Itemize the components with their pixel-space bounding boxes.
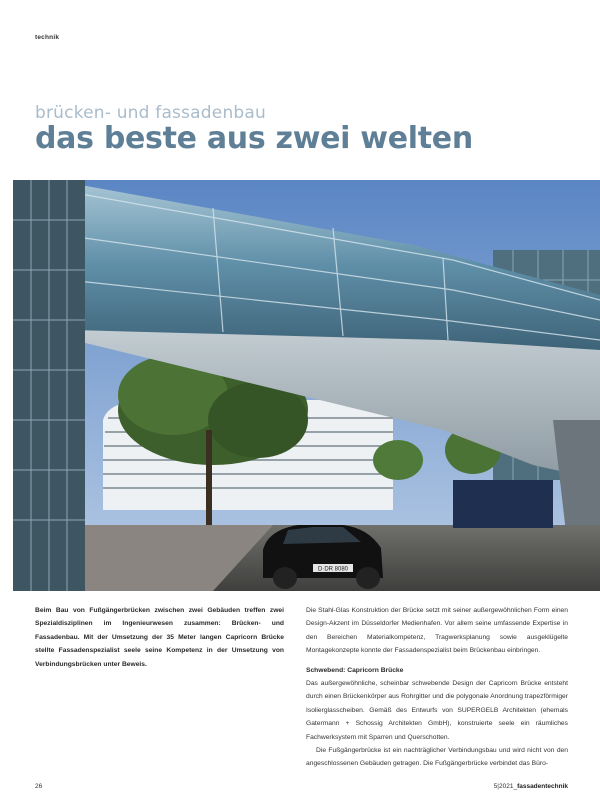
section-tag: technik bbox=[35, 34, 60, 41]
body-paragraph-1: Die Stahl-Glas Konstruktion der Brücke setzt mit seiner außergewöhnlichen Form einen Design-Akzent im Düsseldorfer Medienhafen. Vor allem seine umfassende Expertise in den Bereichen Materialkompetenz, Tragwerksplanung sowie ausgeklügelte Montagekonzepte konnte der Fassadenspezialist beim Brückenbau einbringen. bbox=[306, 607, 568, 655]
article-kicker: brücken- und fassadenbau bbox=[35, 103, 266, 123]
footer-magazine-name: fassadentechnik bbox=[517, 783, 568, 790]
body-subheading: Schwebend: Capricorn Brücke bbox=[306, 666, 404, 674]
body-paragraph-3: Die Fußgängerbrücke ist ein nachträglicher Verbindungsbau und wird nicht von den angeschlossenen Gebäuden getragen. Die Fußgängerbrücke verbindet das Büro- bbox=[306, 747, 568, 768]
page-number: 26 bbox=[35, 783, 43, 790]
body-paragraph-2: Das außergewöhnliche, scheinbar schwebende Design der Capricorn Brücke entsteht durch einen Brückenkörper aus Rohrgitter und die polygonale Anordnung trapezförmiger Isolierglasscheiben. Gemäß des Entwurfs von SUPERGELB Architekten (ehemals Gatermann + Schossig Architekten GmbH), konstruierte seele ein räumliches Fachwerksystem mit Sparren und Querschotten. bbox=[306, 680, 568, 741]
intro-column bbox=[35, 604, 284, 671]
bridge-photo bbox=[13, 180, 600, 591]
body-column bbox=[306, 604, 568, 771]
intro-paragraph: Beim Bau von Fußgängerbrücken zwischen zwei Gebäuden treffen zwei Spezialdisziplinen im Ingenieurwesen zusammen: Brücken- und Fassadenbau. Mit der Umsetzung der 35 Meter langen Capricorn Brücke stellte Fassadenspezialist seele seine Kompetenz in der Umsetzung von Verbindungsbrücken unter Beweis. bbox=[35, 607, 284, 668]
footer-magazine: 5|2021_fassadentechnik bbox=[493, 783, 568, 790]
article-headline: das beste aus zwei welten bbox=[35, 121, 473, 156]
footer-issue: 5|2021 bbox=[493, 783, 514, 790]
license-plate: D·DR 8080 bbox=[317, 566, 349, 573]
